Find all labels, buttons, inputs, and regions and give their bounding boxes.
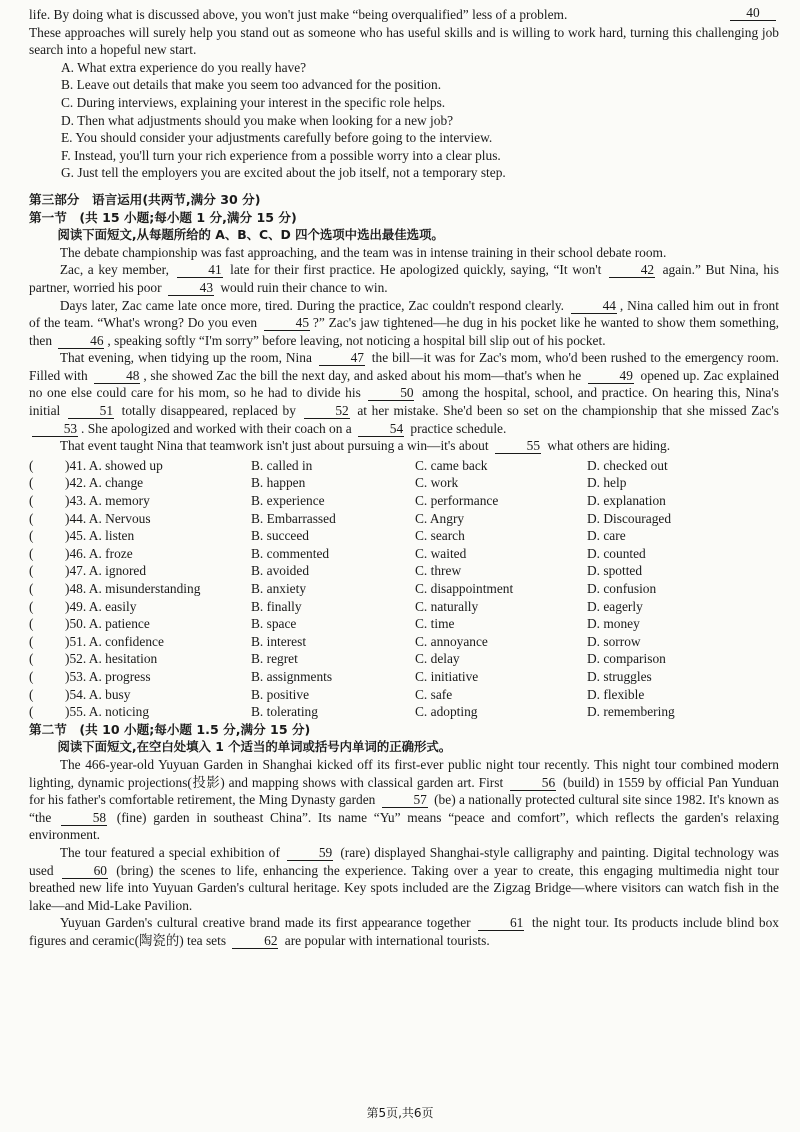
question-row bbox=[29, 598, 779, 616]
intro-line: life. By doing what is discussed above, you won't just make “being overqualified” less of a problem. 40 bbox=[29, 6, 779, 24]
question-row bbox=[29, 668, 779, 686]
option-b[interactable]: B. anxiety bbox=[251, 581, 307, 596]
answer-paren[interactable]: ( bbox=[29, 475, 34, 491]
option-c[interactable]: C. initiative bbox=[415, 668, 479, 684]
answer-paren[interactable]: ( bbox=[29, 598, 34, 614]
answer-paren[interactable]: ( bbox=[29, 581, 34, 596]
blank-62[interactable]: 62 bbox=[232, 934, 278, 949]
cloze-paragraph-3: Days later, Zac came late once more, tired. During the practice, Zac couldn't respond clearly. 44 , Nina called him out in front of the team. “What's wrong? Do you even 45 ?” Zac's jaw tightened—he dug in his pocket like he wanted to show them something, then 46 , speaking softly “I'm sorry” before leaving, not noticing a hospital bill slip out of his pocket. bbox=[29, 297, 779, 348]
option-c[interactable]: C. threw bbox=[415, 563, 462, 579]
option-d[interactable]: D. checked out bbox=[587, 457, 668, 473]
fill-paragraph-3: Yuyuan Garden's cultural creative brand made its first appearance together 61 the night tour. Its products include blind box figures and ceramic(陶瓷的) tea sets 62 are popular with international tourists. bbox=[29, 915, 780, 948]
option-b[interactable]: B. Embarrassed bbox=[251, 510, 336, 526]
blank-52[interactable]: 52 bbox=[304, 404, 350, 419]
option-c[interactable]: C. annoyance bbox=[415, 633, 488, 649]
option-b[interactable]: B. experience bbox=[251, 493, 325, 509]
question-row bbox=[29, 510, 779, 528]
option-c[interactable]: C. disappointment bbox=[415, 581, 514, 596]
option-d[interactable]: D. sorrow bbox=[587, 633, 641, 649]
question-row bbox=[29, 474, 779, 492]
section1-title: 第一节 (共 15 小题;每小题 1 分,满分 15 分) bbox=[29, 209, 297, 225]
option-d[interactable]: D. struggles bbox=[587, 668, 652, 684]
option-d[interactable]: D. counted bbox=[587, 545, 646, 561]
option-d[interactable]: D. eagerly bbox=[587, 598, 643, 614]
answer-paren[interactable]: ( bbox=[29, 510, 34, 526]
option-c[interactable]: C. adopting bbox=[415, 704, 478, 720]
question-stem-option-a[interactable]: ( )54. A. busy bbox=[29, 686, 131, 702]
blank-40[interactable]: 40 bbox=[730, 6, 776, 21]
answer-paren[interactable]: ( bbox=[29, 704, 34, 720]
question-row bbox=[29, 650, 779, 668]
question-stem-option-a[interactable]: ( )45. A. listen bbox=[29, 528, 135, 544]
answer-paren[interactable]: ( bbox=[29, 528, 34, 544]
question-row bbox=[29, 703, 779, 721]
option-c[interactable]: C. search bbox=[415, 528, 465, 544]
option-d[interactable]: D. Discouraged bbox=[587, 510, 672, 526]
cloze-paragraph-1: The debate championship was fast approaching, and the team was in intense training in their school debate room. bbox=[59, 244, 667, 260]
option-d[interactable]: D. money bbox=[587, 616, 640, 632]
option-b[interactable]: B. space bbox=[251, 616, 297, 632]
option-b[interactable]: B. positive bbox=[251, 686, 310, 702]
blank-49[interactable]: 49 bbox=[588, 369, 634, 384]
section1-instruction: 阅读下面短文,从每题所给的 A、B、C、D 四个选项中选出最佳选项。 bbox=[57, 227, 444, 243]
option-d[interactable]: D. confusion bbox=[587, 581, 657, 596]
option-c[interactable]: C. performance bbox=[415, 493, 499, 509]
question-stem-option-a[interactable]: ( )43. A. memory bbox=[29, 493, 150, 509]
fill-paragraph-2: The tour featured a special exhibition of 59 (rare) displayed Shanghai-style calligraphy and painting. Digital technology was used 60 (bring) the scenes to life, enhancing the experience. Taking over a year to create, this engaging multimedia night tour breathed new life into Yuyuan Garden's cultural heritage. Key spots included are the Zigzag Bridge—where visitors can watch fish in the lake—and Mid-Lake Pavilion. bbox=[29, 844, 779, 913]
section2-title: 第二节 (共 10 小题;每小题 1.5 分,满分 15 分) bbox=[29, 721, 311, 737]
option-c[interactable]: C. waited bbox=[415, 545, 467, 561]
question-row bbox=[29, 545, 779, 563]
blank-46[interactable]: 46 bbox=[58, 334, 104, 349]
option-b[interactable]: B. called in bbox=[251, 457, 313, 473]
question-stem-option-a[interactable]: ( )52. A. hesitation bbox=[29, 651, 158, 667]
question-row bbox=[29, 580, 779, 598]
blank-55[interactable]: 55 bbox=[495, 439, 541, 454]
fill-paragraph-1: The 466-year-old Yuyuan Garden in Shanghai kicked off its first-ever public night tour recently. This night tour combined modern lighting, dynamic projections(投影) and mapping shows with classical garden art. First 56 (build) in 1559 by official Pan Yunduan for his father's comfortable retirement, the Ming Dynasty garden 57 (be) a nationally protected cultural site since 1982. It's known as “the 58 (fine) garden in southeast China”. Its name “Yu” means “peace and comfort”, which reflects the garden's relaxing environment. bbox=[29, 756, 779, 843]
option-c[interactable]: C. Angry bbox=[415, 510, 465, 526]
question-row bbox=[29, 615, 779, 633]
blank-45[interactable]: 45 bbox=[264, 316, 310, 331]
option-d[interactable]: D. comparison bbox=[587, 651, 666, 667]
option-b[interactable]: B. commented bbox=[251, 545, 330, 561]
answer-paren[interactable]: ( bbox=[29, 545, 34, 561]
option-d[interactable]: D. spotted bbox=[587, 563, 643, 579]
question-stem-option-a[interactable]: ( )49. A. easily bbox=[29, 598, 137, 614]
cloze-paragraph-2: Zac, a key member, 41 late for their first practice. He apologized quickly, saying, “It won't 42 again.” But Nina, his partner, worried his poor 43 would ruin their chance to win. bbox=[29, 262, 779, 295]
question-stem-option-a[interactable]: ( )48. A. misunderstanding bbox=[29, 581, 201, 596]
section2-instruction: 阅读下面短文,在空白处填入 1 个适当的单词或括号内单词的正确形式。 bbox=[57, 739, 452, 755]
option-e: E. You should consider your adjustments carefully before going to the interview. bbox=[61, 130, 493, 146]
question-stem-option-a[interactable]: ( )55. A. noticing bbox=[29, 704, 150, 720]
option-d: D. Then what adjustments should you make when looking for a new job? bbox=[61, 112, 454, 128]
cloze-passage bbox=[29, 244, 779, 455]
intro-paragraph: These approaches will surely help you stand out as someone who has useful skills and is willing to work hard, turning this challenging job search into a hopeful new start. bbox=[29, 24, 779, 58]
option-d[interactable]: D. explanation bbox=[587, 493, 666, 509]
question-stem-option-a[interactable]: ( )53. A. progress bbox=[29, 668, 151, 684]
answer-paren[interactable]: ( bbox=[29, 668, 34, 684]
blank-60[interactable]: 60 bbox=[62, 864, 108, 879]
option-b: B. Leave out details that make you seem too advanced for the position. bbox=[61, 77, 442, 93]
seven-choice-options bbox=[29, 59, 779, 182]
question-row bbox=[29, 633, 779, 651]
blank-58[interactable]: 58 bbox=[61, 811, 107, 826]
question-stem-option-a[interactable]: ( )50. A. patience bbox=[29, 616, 150, 632]
option-b[interactable]: B. interest bbox=[251, 633, 307, 649]
question-stem-option-a[interactable]: ( )41. A. showed up bbox=[29, 457, 163, 473]
option-d[interactable]: D. care bbox=[587, 528, 626, 544]
blank-48[interactable]: 48 bbox=[94, 369, 140, 384]
option-c[interactable]: C. naturally bbox=[415, 598, 479, 614]
option-c[interactable]: C. came back bbox=[415, 457, 488, 473]
option-b[interactable]: B. regret bbox=[251, 651, 298, 667]
blank-54[interactable]: 54 bbox=[358, 422, 404, 437]
option-d[interactable]: D. remembering bbox=[587, 704, 675, 720]
option-b[interactable]: B. happen bbox=[251, 475, 306, 491]
page-footer: 第5页,共6页 bbox=[366, 1106, 434, 1120]
blank-41[interactable]: 41 bbox=[177, 263, 223, 278]
option-b[interactable]: B. assignments bbox=[251, 668, 333, 684]
blank-57[interactable]: 57 bbox=[382, 793, 428, 808]
option-d[interactable]: D. help bbox=[587, 475, 627, 491]
question-row bbox=[29, 457, 779, 475]
answer-paren[interactable]: ( bbox=[29, 686, 34, 702]
question-row bbox=[29, 492, 779, 510]
part3-title: 第三部分 语言运用(共两节,满分 30 分) bbox=[29, 191, 261, 207]
question-stem-option-a[interactable]: ( )42. A. change bbox=[29, 475, 144, 491]
blank-53[interactable]: 53 bbox=[32, 422, 78, 437]
option-a: A. What extra experience do you really have? bbox=[61, 59, 307, 75]
option-b[interactable]: B. finally bbox=[251, 598, 302, 614]
option-f: F. Instead, you'll turn your rich experience from a possible worry into a clear plus. bbox=[61, 147, 501, 163]
question-stem-option-a[interactable]: ( )46. A. froze bbox=[29, 545, 133, 561]
option-b[interactable]: B. succeed bbox=[251, 528, 310, 544]
question-options-table bbox=[29, 457, 779, 721]
option-g: G. Just tell the employers you are excited about the job itself, not a temporary step. bbox=[61, 165, 506, 181]
question-stem-option-a[interactable]: ( )47. A. ignored bbox=[29, 563, 147, 579]
option-c[interactable]: C. time bbox=[415, 616, 455, 632]
question-row bbox=[29, 562, 779, 580]
question-row bbox=[29, 686, 779, 704]
answer-paren[interactable]: ( bbox=[29, 493, 34, 509]
option-c[interactable]: C. safe bbox=[415, 686, 453, 702]
question-stem-option-a[interactable]: ( )44. A. Nervous bbox=[29, 510, 151, 526]
option-c[interactable]: C. work bbox=[415, 475, 459, 491]
answer-paren[interactable]: ( bbox=[29, 633, 34, 649]
option-b[interactable]: B. avoided bbox=[251, 563, 310, 579]
cloze-paragraph-5: That event taught Nina that teamwork isn't just about pursuing a win—it's about 55 what others are hiding. bbox=[59, 438, 671, 454]
exam-page bbox=[29, 6, 779, 949]
option-c[interactable]: C. delay bbox=[415, 651, 460, 667]
option-d[interactable]: D. flexible bbox=[587, 686, 645, 702]
question-stem-option-a[interactable]: ( )51. A. confidence bbox=[29, 633, 164, 649]
blank-61[interactable]: 61 bbox=[478, 916, 524, 931]
blank-42[interactable]: 42 bbox=[609, 263, 655, 278]
blank-47[interactable]: 47 bbox=[319, 351, 365, 366]
option-c: C. During interviews, explaining your interest in the specific role helps. bbox=[61, 94, 446, 110]
answer-paren[interactable]: ( bbox=[29, 563, 34, 579]
blank-43[interactable]: 43 bbox=[168, 281, 214, 296]
answer-paren[interactable]: ( bbox=[29, 616, 34, 632]
blank-56[interactable]: 56 bbox=[510, 776, 556, 791]
question-row bbox=[29, 527, 779, 545]
answer-paren[interactable]: ( bbox=[29, 651, 34, 667]
fill-passage bbox=[29, 756, 779, 950]
blank-59[interactable]: 59 bbox=[287, 846, 333, 861]
cloze-paragraph-4: That evening, when tidying up the room, Nina 47 the bill—it was for Zac's mom, who'd been rushed to the emergency room. Filled with 48 , she showed Zac the bill the next day, and asked about his mom—that's when he 49 opened up. Zac explained no one else could care for his mom, so he had to divide his 50 among the hospital, school, and practice. On hearing this, Nina's initial 51 totally disappeared, replaced by 52 at her mistake. She'd been so set on the championship that she missed Zac's 53 . She apologized and worked with their coach on a 54 practice schedule. bbox=[29, 350, 779, 436]
blank-44[interactable]: 44 bbox=[571, 299, 617, 314]
blank-50[interactable]: 50 bbox=[368, 386, 414, 401]
answer-paren[interactable]: ( bbox=[29, 457, 34, 473]
option-b[interactable]: B. tolerating bbox=[251, 704, 318, 720]
blank-51[interactable]: 51 bbox=[68, 404, 114, 419]
